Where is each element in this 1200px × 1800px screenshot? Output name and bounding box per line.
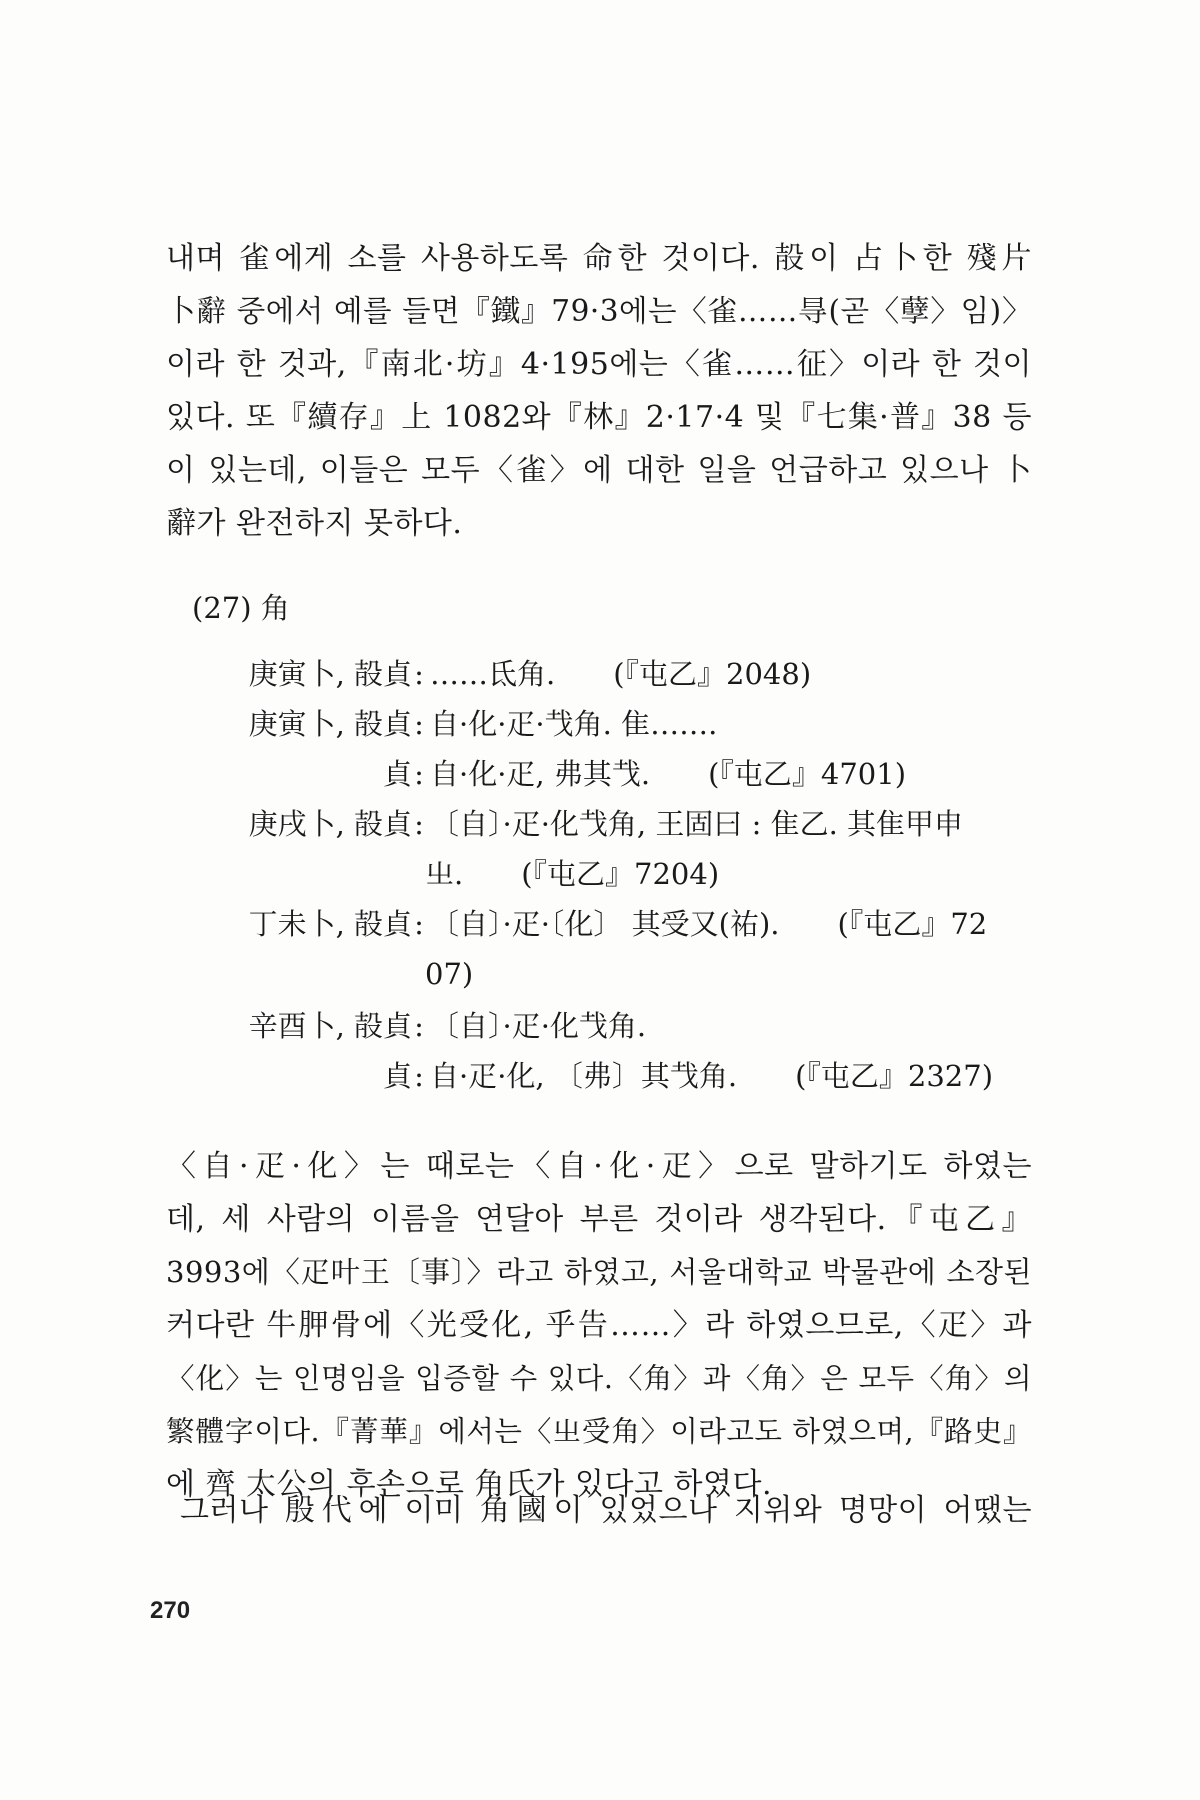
paragraph-line: 辭가 완전하지 못하다.: [166, 506, 463, 541]
entry-colon: :: [414, 707, 424, 741]
paragraph-line: 繁體字이다.『菁華』에서는〈㞢受角〉이라고도 하였으며,『路史』: [166, 1415, 1032, 1448]
entry-colon: :: [414, 1009, 424, 1043]
entry-lead: 庚寅卜, 㱿貞: [248, 657, 412, 691]
entry-lead: 庚戌卜, 㱿貞: [248, 807, 412, 841]
paragraph-line: 3993에〈疋叶王〔事〕〉라고 하였고, 서울대학교 박물관에 소장된: [166, 1255, 1032, 1289]
entry-body: ……氐角. (『屯乙』2048): [430, 657, 812, 691]
entry-colon: :: [414, 657, 424, 691]
paragraph-line: 그러나 殷代에 이미 角國이 있었으나 지위와 명망이 어땠는: [180, 1493, 1032, 1528]
entry-colon: :: [414, 757, 424, 791]
paragraph-line: 〈化〉는 인명임을 입증할 수 있다.〈角〉과〈角〉은 모두〈角〉의: [166, 1362, 1032, 1395]
inscription-entry: [0, 702, 1200, 746]
paragraph-2: [166, 1140, 1032, 1511]
entry-colon: :: [414, 807, 424, 841]
paragraph-1: [166, 232, 1032, 550]
entry-lead: 辛酉卜, 㱿貞: [248, 1009, 412, 1043]
paragraph-line: 에 齊 太公의 후손으로 角氏가 있다고 하였다.: [166, 1467, 772, 1502]
entry-body: 〔自〕·疋·〔化〕 其受又(祐). (『屯乙』72: [430, 907, 988, 941]
inscription-entry: [0, 652, 1200, 696]
section-heading: (27) 角: [192, 591, 290, 625]
entry-body: 自·疋·化, 〔弗〕其𢦏角. (『屯乙』2327): [430, 1059, 994, 1093]
inscription-entry-continuation: [0, 952, 1200, 996]
inscription-entry: [0, 902, 1200, 946]
inscription-entry: [0, 1004, 1200, 1048]
paragraph-line: 이라 한 것과,『南北·坊』4·195에는〈雀……征〉이라 한 것이: [166, 347, 1032, 382]
entry-continuation: 㞢. (『屯乙』7204): [425, 857, 720, 891]
entry-colon: :: [414, 1059, 424, 1093]
entry-lead: 貞: [382, 1059, 412, 1093]
entry-body: 〔自〕·疋·化𢦏角.: [430, 1009, 647, 1043]
inscription-entry: [0, 1054, 1200, 1098]
entry-body: 自·化·疋, 弗其𢦏. (『屯乙』4701): [430, 757, 907, 791]
entry-continuation: 07): [425, 957, 474, 991]
paragraph-line: 내며 雀에게 소를 사용하도록 命한 것이다. 㱿이 占卜한 殘片: [166, 241, 1033, 276]
paragraph-3: [180, 1484, 1032, 1537]
paragraph-line: 卜辭 중에서 예를 들면『鐵』79·3에는〈雀……㝵(곧〈孽〉임)〉: [166, 294, 1032, 328]
entry-lead: 丁未卜, 㱿貞: [248, 907, 412, 941]
inscription-entry: [0, 802, 1200, 846]
inscription-entry-continuation: [0, 852, 1200, 896]
entry-colon: :: [414, 907, 424, 941]
entry-body: 〔自〕·疋·化𢦏角, 王固曰 : 隹乙. 其隹甲申: [430, 807, 964, 841]
entry-lead: 庚寅卜, 㱿貞: [248, 707, 412, 741]
entry-lead: 貞: [382, 757, 412, 791]
page-number: 270: [150, 1597, 191, 1624]
paragraph-line: 커다란 牛胛骨에〈光受化, 乎告……〉라 하였으므로,〈疋〉과: [166, 1308, 1032, 1343]
paragraph-line: 데, 세 사람의 이름을 연달아 부른 것이라 생각된다.『屯乙』: [166, 1202, 1032, 1237]
entry-body: 自·化·疋·𢦏角. 隹…….: [430, 707, 718, 741]
inscription-entry: [0, 752, 1200, 796]
paragraph-line: 이 있는데, 이들은 모두〈雀〉에 대한 일을 언급하고 있으나 卜: [166, 453, 1032, 488]
paragraph-line: 있다. 또『續存』上 1082와『林』2·17·4 및『七集·普』38 등: [166, 400, 1032, 435]
paragraph-line: 〈自·疋·化〉는 때로는〈自·化·疋〉으로 말하기도 하였는: [166, 1149, 1032, 1184]
